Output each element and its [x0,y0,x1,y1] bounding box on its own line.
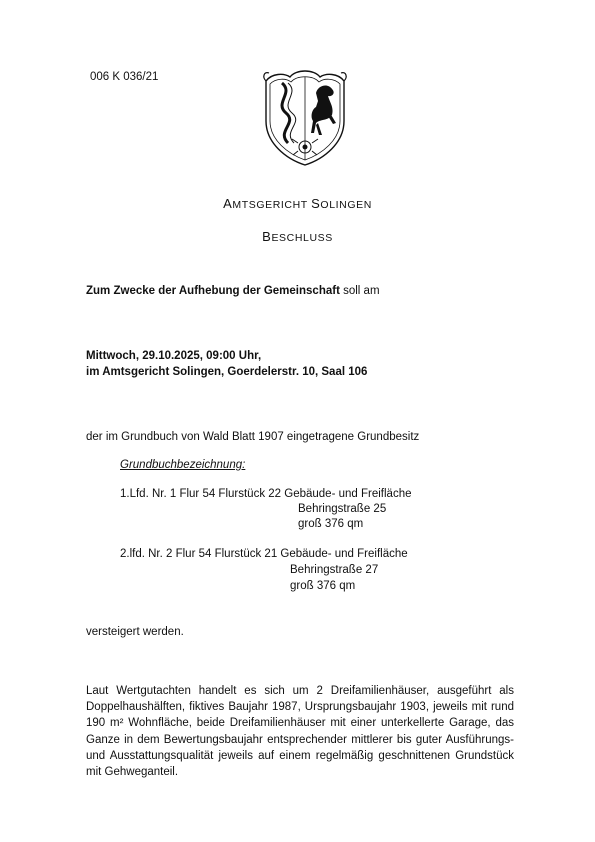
parcel-2-line: 2.lfd. Nr. 2 Flur 54 Flurstück 21 Gebäude- und Freifläche [120,548,408,560]
coat-of-arms-icon [258,63,352,167]
appointment-location: im Amtsgericht Solingen, Goerdelerstr. 10, Saal 106 [86,366,368,378]
auction-statement: versteigert werden. [86,626,184,638]
property-description: Laut Wertgutachten handelt es sich um 2 Dreifamilienhäuser, ausgeführt als Doppelhaushälften, fiktives Baujahr 1987, Ursprungsbaujahr 1903, jeweils mit rund 190 m² Wohnfläche, beide Dreifamilienhäuser mit einer unterkellerte Garage, das Ganze in dem Bewertungsbaujahr entsprechender mittlerer bis guter Ausführungs- und Ausstattungsqualität jeweils auf einem regelmäßig geschnittenen Grundstück mit Gehweganteil. [86,685,514,779]
case-number: 006 K 036/21 [90,71,159,83]
parcel-1-street: Behringstraße 25 [298,503,387,515]
parcel-1-line: 1.Lfd. Nr. 1 Flur 54 Flurstück 22 Gebäude- und Freifläche [120,488,412,500]
register-label: Grundbuchbezeichnung: [120,459,246,471]
land-register-line: der im Grundbuch von Wald Blatt 1907 eingetragene Grundbesitz [86,431,420,443]
intro-line: Zum Zwecke der Aufhebung der Gemeinschaft soll am [86,285,380,297]
appointment-date: Mittwoch, 29.10.2025, 09:00 Uhr, [86,350,262,362]
document-title: BESCHLUSS [262,229,333,244]
parcel-2-street: Behringstraße 27 [290,564,379,576]
parcel-1-size: groß 376 qm [298,518,364,530]
parcel-2-size: groß 376 qm [290,580,356,592]
court-heading: AMTSGERICHT SOLINGEN [223,196,372,211]
